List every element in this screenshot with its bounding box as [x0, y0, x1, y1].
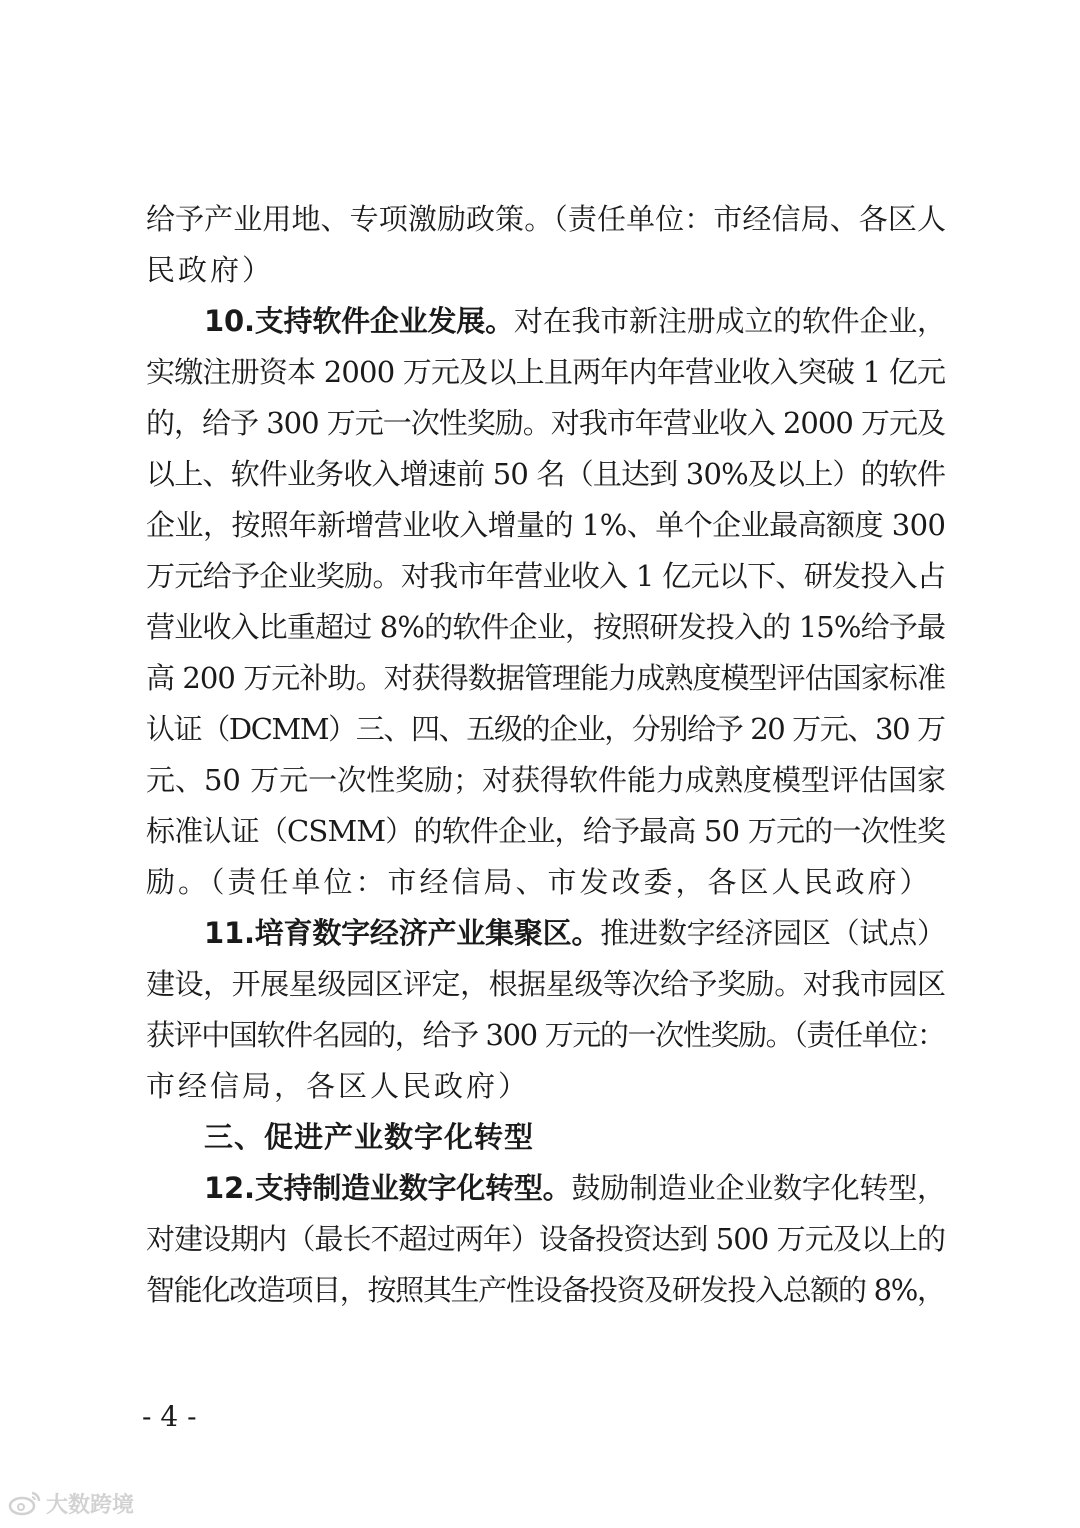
text-line [146, 959, 946, 1010]
item-title: 11.培育数字经济产业集聚区。 [204, 916, 601, 950]
text-line [146, 1265, 946, 1316]
item-title: 12.支持制造业数字化转型。 [204, 1171, 572, 1205]
line-text: 推进数字经济园区（试点） [600, 916, 946, 950]
line-text: 认证（DCMM）三、四、五级的企业，分别给予 20 万元、30 万 [146, 712, 945, 746]
text-line [146, 704, 946, 755]
text-line [146, 857, 946, 908]
text-line [146, 1061, 946, 1112]
section-heading: 三、促进产业数字化转型 [204, 1120, 535, 1154]
item-title: 10.支持软件企业发展。 [204, 304, 514, 338]
text-line [146, 1010, 946, 1061]
text-line [146, 602, 946, 653]
text-line [146, 347, 946, 398]
text-line [146, 449, 946, 500]
line-text: 建设，开展星级园区评定，根据星级等次给予奖励。对我市园区 [146, 967, 946, 1001]
line-text: 市经信局，各区人民政府） [146, 1069, 531, 1103]
line-text: 给予产业用地、专项激励政策。（责任单位：市经信局、各区人 [146, 202, 947, 236]
line-text: 万元给予企业奖励。对我市年营业收入 1 亿元以下、研发投入占 [146, 559, 946, 593]
weibo-logo-icon [8, 1490, 42, 1516]
line-text: 鼓励制造业企业数字化转型， [571, 1171, 946, 1205]
paragraph-first-line [146, 1163, 946, 1214]
line-text: 营业收入比重超过 8%的软件企业，按照研发投入的 15%给予最 [146, 610, 946, 644]
line-text: 智能化改造项目，按照其生产性设备投资及研发投入总额的 8%， [146, 1273, 945, 1307]
text-line [146, 551, 946, 602]
line-text: 获评中国软件名园的，给予 300 万元的一次性奖励。（责任单位： [146, 1018, 945, 1052]
paragraph-first-line [146, 908, 946, 959]
line-text: 民政府） [146, 253, 275, 287]
text-line [146, 194, 946, 245]
text-line [146, 806, 946, 857]
line-text: 标准认证（CSMM）的软件企业，给予最高 50 万元的一次性奖 [146, 814, 946, 848]
line-text: 元、50 万元一次性奖励；对获得软件能力成熟度模型评估国家 [146, 763, 946, 797]
line-text: 的，给予 300 万元一次性奖励。对我市年营业收入 2000 万元及 [146, 406, 945, 440]
line-text: 企业，按照年新增营业收入增量的 1%、单个企业最高额度 300 [146, 508, 946, 542]
body-text [146, 194, 946, 1316]
line-text: 对在我市新注册成立的软件企业， [513, 304, 946, 338]
text-line [146, 653, 946, 704]
page-number: - 4 - [142, 1400, 197, 1433]
paragraph-first-line [146, 296, 946, 347]
text-line [146, 500, 946, 551]
text-line [146, 755, 946, 806]
line-text: 高 200 万元补助。对获得数据管理能力成熟度模型评估国家标准 [146, 661, 946, 695]
text-line [146, 398, 946, 449]
text-line [146, 245, 946, 296]
watermark-text: 大数跨境 [46, 1492, 135, 1518]
text-line [146, 1214, 946, 1265]
line-text: 励。（责任单位：市经信局、市发改委，各区人民政府） [146, 865, 932, 899]
line-text: 以上、软件业务收入增速前 50 名（且达到 30%及以上）的软件 [146, 457, 946, 491]
line-text: 实缴注册资本 2000 万元及以上且两年内年营业收入突破 1 亿元 [146, 355, 946, 389]
line-text: 对建设期内（最长不超过两年）设备投资达到 500 万元及以上的 [146, 1222, 946, 1256]
watermark [8, 1488, 134, 1518]
